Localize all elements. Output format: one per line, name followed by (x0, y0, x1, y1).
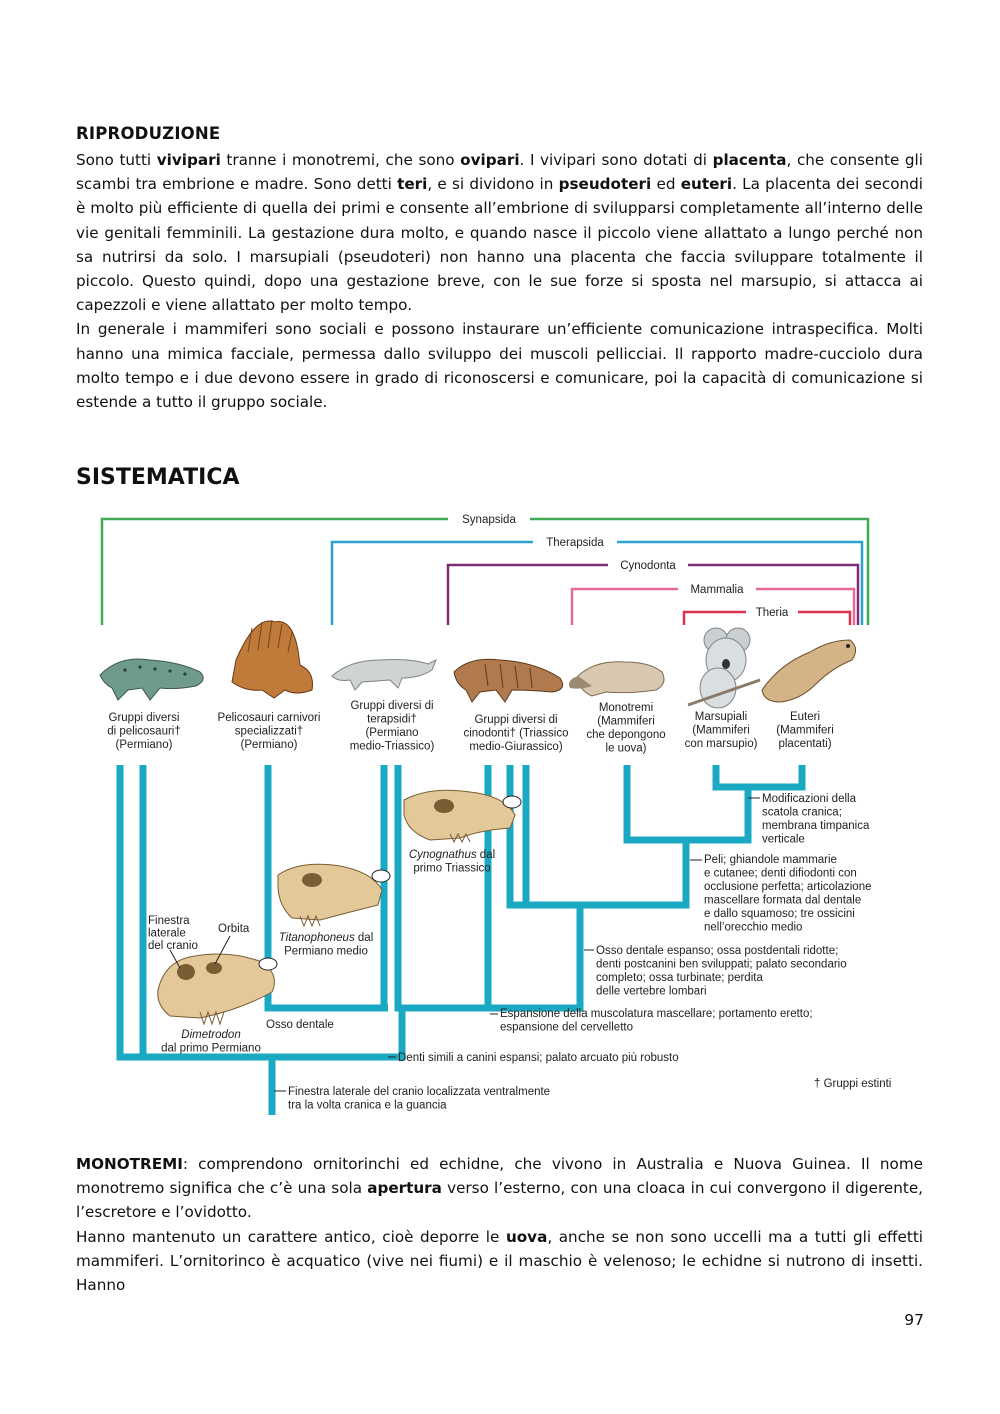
section-heading-riproduzione: RIPRODUZIONE (76, 124, 221, 143)
koala-illustration (688, 628, 760, 708)
section-heading-sistematica: SISTEMATICA (76, 465, 240, 490)
label-orbita: Orbita (218, 923, 250, 935)
monotremi-paragraph-1 (76, 1152, 923, 1225)
taxon-label-monotremi: Monotremi (Mammiferi che depongono le uova) (586, 702, 666, 755)
ferret-illustration (762, 640, 856, 702)
bold-term: placenta (712, 151, 787, 169)
character-label-sphenacodontia: Denti simili a canini espansi; palato arcuato più robusto (398, 1052, 679, 1064)
riproduzione-paragraph-1 (76, 148, 923, 317)
text-run: . I vivipari sono dotati di (519, 151, 713, 169)
pelycosaur-illustration (100, 659, 203, 700)
bold-term: uova (505, 1227, 548, 1246)
text-run: : comprendono ornitorinchi ed echidne, che vivono in Australia e Nuova Guinea. Il nome monotremo significa che c’è una sola (76, 1155, 923, 1198)
bold-term: vivipari (156, 151, 221, 169)
cynodont-illustration (454, 659, 563, 702)
bold-term: apertura (367, 1179, 442, 1198)
clade-brackets (102, 510, 868, 625)
text-run: verso l’esterno, con una cloaca in cui convergono il digerente, l’escretore e l’ovidotto. (76, 1179, 923, 1222)
text-run: ed (651, 175, 681, 194)
character-label-synapsida: Finestra laterale del cranio localizzata ventralmente tra la volta cranica e la guancia (288, 1086, 551, 1112)
bold-term: MONOTREMI (76, 1155, 183, 1173)
taxon-label-pelicosauri: Gruppi diversi di pelicosauri† (Permiano) (107, 712, 181, 751)
text-run: , e si dividono in (427, 175, 559, 194)
text-run: In generale i mammiferi sono sociali e possono instaurare un’efficiente comunicazione intraspecifica. Molti hanno una mimica facciale, permessa dallo sviluppo dei muscoli pellicciai. Il rapporto madre-cucciolo dura molto tempo e i due devono essere in grado di riconoscersi e comunicare, poi la capacità di comunicazione si estende a tutto il gruppo sociale. (76, 320, 923, 412)
cynognathus-skull (404, 790, 521, 842)
riproduzione-text (76, 148, 923, 414)
page-number: 97 (904, 1311, 924, 1329)
character-label-mammalia: Peli; ghiandole mammarie e cutanee; denti difiodonti con occlusione perfetta; articolazione mascellare formata dal dentale e dallo squamoso; tre ossicini nell’orecchio medio (704, 854, 872, 934)
titanophoneus-skull (278, 864, 390, 926)
text-run: tranne i monotremi, che sono (220, 151, 461, 169)
taxon-label-cinodonti: Gruppi diversi di cinodonti† (Triassico medio-Giurassico) (463, 714, 569, 753)
character-label-therapsida: Espansione della muscolatura mascellare; portamento eretto; espansione del cervelletto (500, 1008, 813, 1034)
platypus-illustration (569, 662, 664, 696)
monotremi-text (76, 1152, 923, 1297)
character-label-cynodonta: Osso dentale espanso; ossa postdentali ridotte; denti postcanini ben sviluppati; palato secondario completo; ossa turbinate; perdita delle vertebre lombari (596, 945, 847, 998)
taxon-label-pelicosauri-carnivori: Pelicosauri carnivori specializzati† (Permiano) (217, 712, 321, 751)
taxon-label-terapsidi: Gruppi diversi di terapsidi† (Permiano medio-Triassico) (349, 700, 435, 753)
text-run: Hanno mantenuto un carattere antico, cioè deporre le (76, 1227, 506, 1246)
taxon-label-euteri: Euteri (Mammiferi placentati) (776, 711, 834, 750)
monotremi-paragraph-2 (76, 1225, 923, 1298)
dimetrodon-illustration (232, 620, 313, 698)
bold-term: teri (397, 175, 428, 194)
clade-label-theria: Theria (755, 607, 789, 619)
therapsid-illustration (332, 660, 436, 691)
label-dimetrodon: Dimetrodon dal primo Permiano (161, 1029, 261, 1055)
phylogenetic-tree-diagram (92, 505, 892, 1122)
text-run: , che consente gli scambi tra embrione e madre. Sono detti (76, 151, 923, 194)
taxon-labels (107, 700, 834, 755)
clade-label-synapsida: Synapsida (462, 514, 516, 526)
label-osso-dentale: Osso dentale (266, 1019, 334, 1031)
character-label-theria: Modificazioni della scatola cranica; membrana timpanica verticale (762, 793, 870, 846)
animal-illustrations (100, 620, 856, 708)
clade-label-therapsida: Therapsida (546, 537, 604, 549)
label-cynognathus: Cynognathus dal primo Triassico (408, 849, 496, 875)
label-finestra-laterale: Finestra laterale del cranio (148, 915, 198, 952)
legend-extinct-groups: † Gruppi estinti (814, 1078, 892, 1090)
bold-term: pseudoteri (558, 175, 652, 194)
text-run: , anche se non sono uccelli ma a tutti gli effetti mammiferi. L’ornitorinco è acquatico (vive nei fiumi) e il maschio è velenoso; le echidne si nutrono di insetti. Hanno (76, 1227, 923, 1295)
skull-illustrations (158, 790, 521, 1024)
clade-label-cynodonta: Cynodonta (620, 560, 676, 572)
text-run: Sono tutti (76, 151, 157, 169)
label-titanophoneus: Titanophoneus dal Permiano medio (278, 932, 374, 958)
dimetrodon-skull (158, 954, 277, 1024)
bold-term: euteri (680, 175, 733, 194)
riproduzione-paragraph-2 (76, 317, 923, 414)
clade-label-mammalia: Mammalia (690, 584, 744, 596)
bold-term: ovipari (460, 151, 520, 169)
taxon-label-marsupiali: Marsupiali (Mammiferi con marsupio) (684, 711, 758, 750)
text-run: . La placenta dei secondi è molto più efficiente di quella dei primi e consente all’embrione di svilupparsi completamente all’interno delle vie genitali femminili. La gestazione dura molto, e quando nasce il piccolo viene allattato a lungo perché non sa nutrirsi da solo. I marsupiali (pseudoteri) non hanno una placenta che faccia sviluppare totalmente il piccolo. Questo quindi, dopo una gestazione breve, con le sue forze si sposta nel marsupio, si attacca ai capezzoli e viene allattato per molto tempo. (76, 175, 924, 315)
